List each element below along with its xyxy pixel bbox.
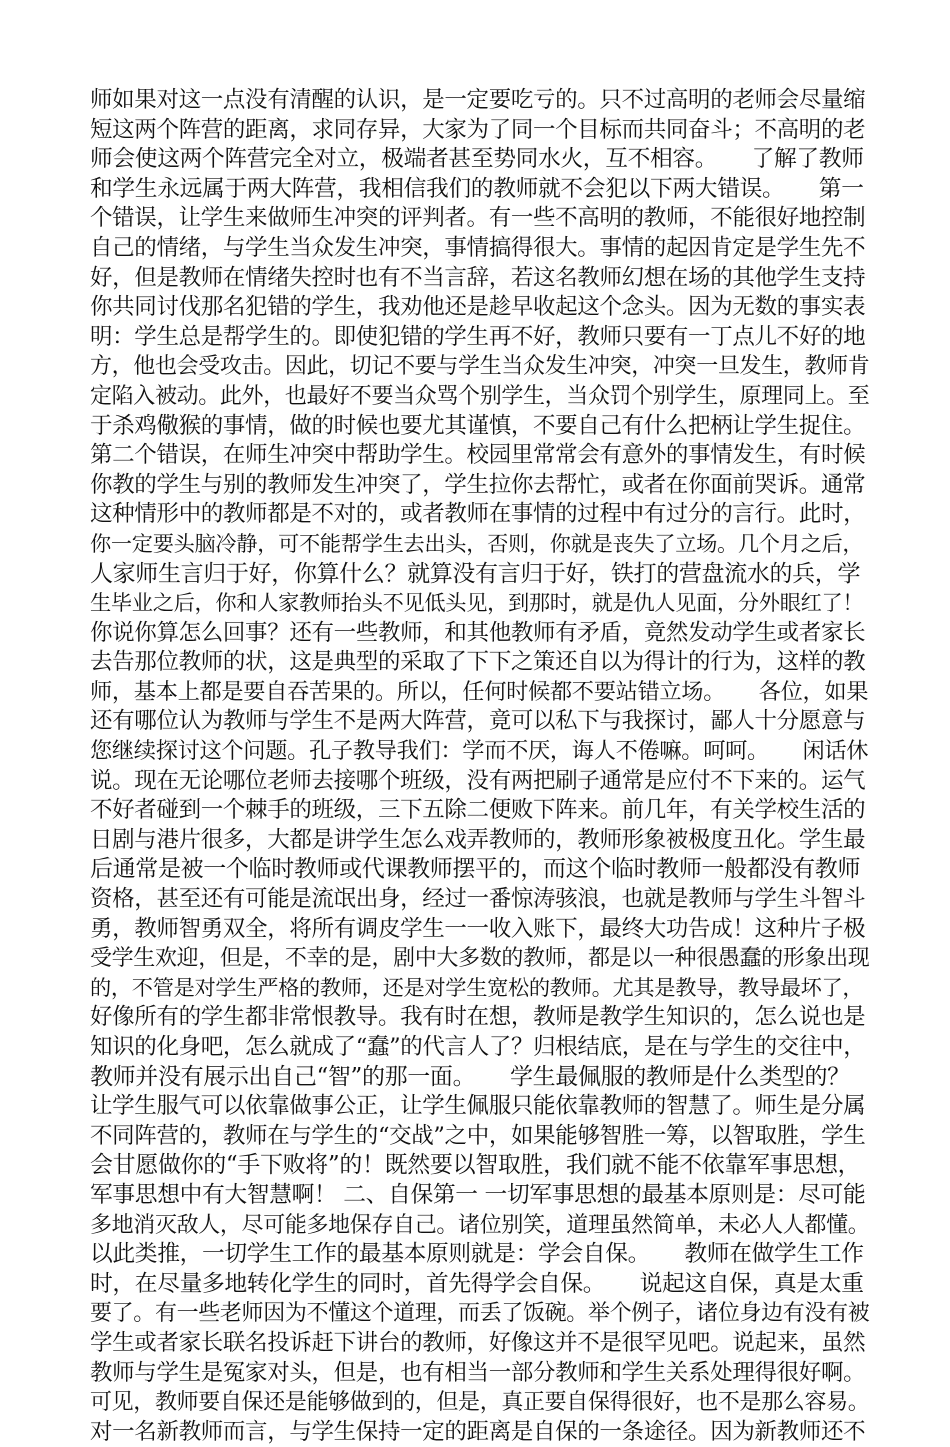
text-line: 的，不管是对学生严格的教师，还是对学生宽松的教师。尤其是教导，教导最坏了， — [90, 975, 864, 1001]
text-line: 师，基本上都是要自吞苦果的。所以，任何时候都不要站错立场。 各位，如果 — [90, 678, 869, 705]
text-line: 好，但是教师在情绪失控时也有不当言辞，若这名教师幻想在场的其他学生支持 — [90, 264, 866, 291]
text-line: 后通常是被一个临时教师或代课教师摆平的，而这个临时教师一般都没有教师 — [90, 856, 861, 883]
text-line: 可见，教师要自保还是能够做到的，但是，真正要自保得很好，也不是那么容易。 — [90, 1390, 870, 1416]
text-line: 你教的学生与别的教师发生冲突了，学生拉你去帮忙，或者在你面前哭诉。通常 — [90, 471, 866, 498]
text-line: 个错误，让学生来做师生冲突的评判者。有一些不高明的教师，不能很好地控制 — [90, 205, 866, 232]
text-line: 教师并没有展示出自己“智”的那一面。 学生最佩服的教师是什么类型的？ — [90, 1063, 850, 1090]
text-line: 师会使这两个阵营完全对立，极端者甚至势同水火，互不相容。 了解了教师 — [90, 146, 864, 173]
text-line: 你一定要头脑冷静，可不能帮学生去出头，否则，你就是丧失了立场。几个月之后， — [90, 531, 864, 557]
text-line: 方，他也会受攻击。因此，切记不要与学生当众发生冲突，冲突一旦发生，教师肯 — [90, 354, 870, 380]
text-line: 不好者碰到一个棘手的班级，三下五除二便败下阵来。前几年，有关学校生活的 — [90, 797, 866, 824]
text-line: 定陷入被动。此外，也最好不要当众骂个别学生，当众罚个别学生，原理同上。至 — [90, 383, 870, 409]
text-line: 短这两个阵营的距离，求同存异，大家为了同一个目标而共同奋斗；不高明的老 — [90, 116, 866, 143]
text-line: 师如果对这一点没有清醒的认识，是一定要吃亏的。只不过高明的老师会尽量缩 — [90, 87, 866, 113]
text-line: 对一名新教师而言，与学生保持一定的距离是自保的一条途径。因为新教师还不 — [90, 1418, 866, 1445]
text-line: 学生或者家长联名投诉赶下讲台的教师，好像这并不是很罕见吧。说起来，虽然 — [90, 1329, 866, 1356]
text-line: 还有哪位认为教师与学生不是两大阵营，竟可以私下与我探讨，鄙人十分愿意与 — [90, 708, 866, 735]
text-line: 说。现在无论哪位老师去接哪个班级，没有两把刷子通常是应付不下来的。运气 — [90, 767, 866, 794]
text-line: 让学生服气可以依靠做事公正，让学生佩服只能依靠教师的智慧了。师生是分属 — [90, 1093, 866, 1120]
text-line: 您继续探讨这个问题。孔子教导我们：学而不厌，诲人不倦嘛。呵呵。 闲话休 — [90, 738, 869, 765]
text-line: 时，在尽量多地转化学生的同时，首先得学会自保。 说起这自保，真是太重 — [90, 1270, 864, 1297]
text-line: 这种情形中的教师都是不对的，或者教师在事情的过程中有过分的言行。此时， — [90, 501, 866, 528]
text-line: 以此类推，一切学生工作的最基本原则就是：学会自保。 教师在做学生工作 — [90, 1241, 864, 1268]
text-line: 好像所有的学生都非常恨教导。我有时在想，教师是教学生知识的，怎么说也是 — [90, 1004, 866, 1031]
text-line: 于杀鸡儆猴的事情，做的时候也要尤其谨慎，不要自己有什么把柄让学生捉住。 — [90, 412, 866, 439]
text-line: 要了。有一些老师因为不懂这个道理，而丢了饭碗。举个例子，诸位身边有没有被 — [90, 1301, 870, 1327]
text-line: 生毕业之后，你和人家教师抬头不见低头见，到那时，就是仇人见面，分外眼红了！ — [90, 591, 864, 617]
text-line: 去告那位教师的状，这是典型的采取了下下之策还自以为得计的行为，这样的教 — [90, 649, 866, 676]
text-line: 你共同讨伐那名犯错的学生，我劝他还是趁早收起这个念头。因为无数的事实表 — [90, 294, 866, 321]
text-line: 不同阵营的，教师在与学生的“交战”之中，如果能够智胜一筹，以智取胜，学生 — [90, 1122, 866, 1149]
text-line: 受学生欢迎，但是，不幸的是，剧中大多数的教师，都是以一种很愚蠢的形象出现 — [90, 946, 870, 972]
text-line: 会甘愿做你的“手下败将”的！既然要以智取胜，我们就不能不依靠军事思想， — [90, 1152, 861, 1179]
text-line: 自己的情绪，与学生当众发生冲突，事情搞得很大。事情的起因肯定是学生先不 — [90, 234, 866, 261]
text-line: 军事思想中有大智慧啊！ 二、自保第一 一切军事思想的最基本原则是：尽可能 — [90, 1181, 866, 1208]
text-line: 第二个错误，在师生冲突中帮助学生。校园里常常会有意外的事情发生，有时候 — [90, 442, 866, 469]
text-line: 明：学生总是帮学生的。即使犯错的学生再不好，教师只要有一丁点儿不好的地 — [90, 323, 866, 350]
text-line: 你说你算怎么回事？还有一些教师，和其他教师有矛盾，竟然发动学生或者家长 — [90, 619, 866, 646]
text-line: 资格，甚至还有可能是流氓出身，经过一番惊涛骇浪，也就是教师与学生斗智斗 — [90, 886, 866, 913]
text-line: 多地消灭敌人，尽可能多地保存自己。诸位别笑，道理虽然简单，未必人人都懂。 — [90, 1212, 870, 1238]
text-line: 勇，教师智勇双全，将所有调皮学生一一收入账下，最终大功告成！这种片子极 — [90, 915, 866, 942]
text-line: 日剧与港片很多，大都是讲学生怎么戏弄教师的，教师形象被极度丑化。学生最 — [90, 826, 866, 853]
text-line: 和学生永远属于两大阵营，我相信我们的教师就不会犯以下两大错误。 第一 — [90, 175, 864, 202]
body-text — [90, 86, 870, 1447]
text-line: 知识的化身吧，怎么就成了“蠢”的代言人了？归根结底，是在与学生的交往中， — [90, 1034, 866, 1060]
text-line: 教师与学生是冤家对头，但是，也有相当一部分教师和学生关系处理得很好啊。 — [90, 1359, 866, 1386]
text-line: 人家师生言归于好，你算什么？就算没有言归于好，铁打的营盘流水的兵，学 — [90, 560, 861, 587]
